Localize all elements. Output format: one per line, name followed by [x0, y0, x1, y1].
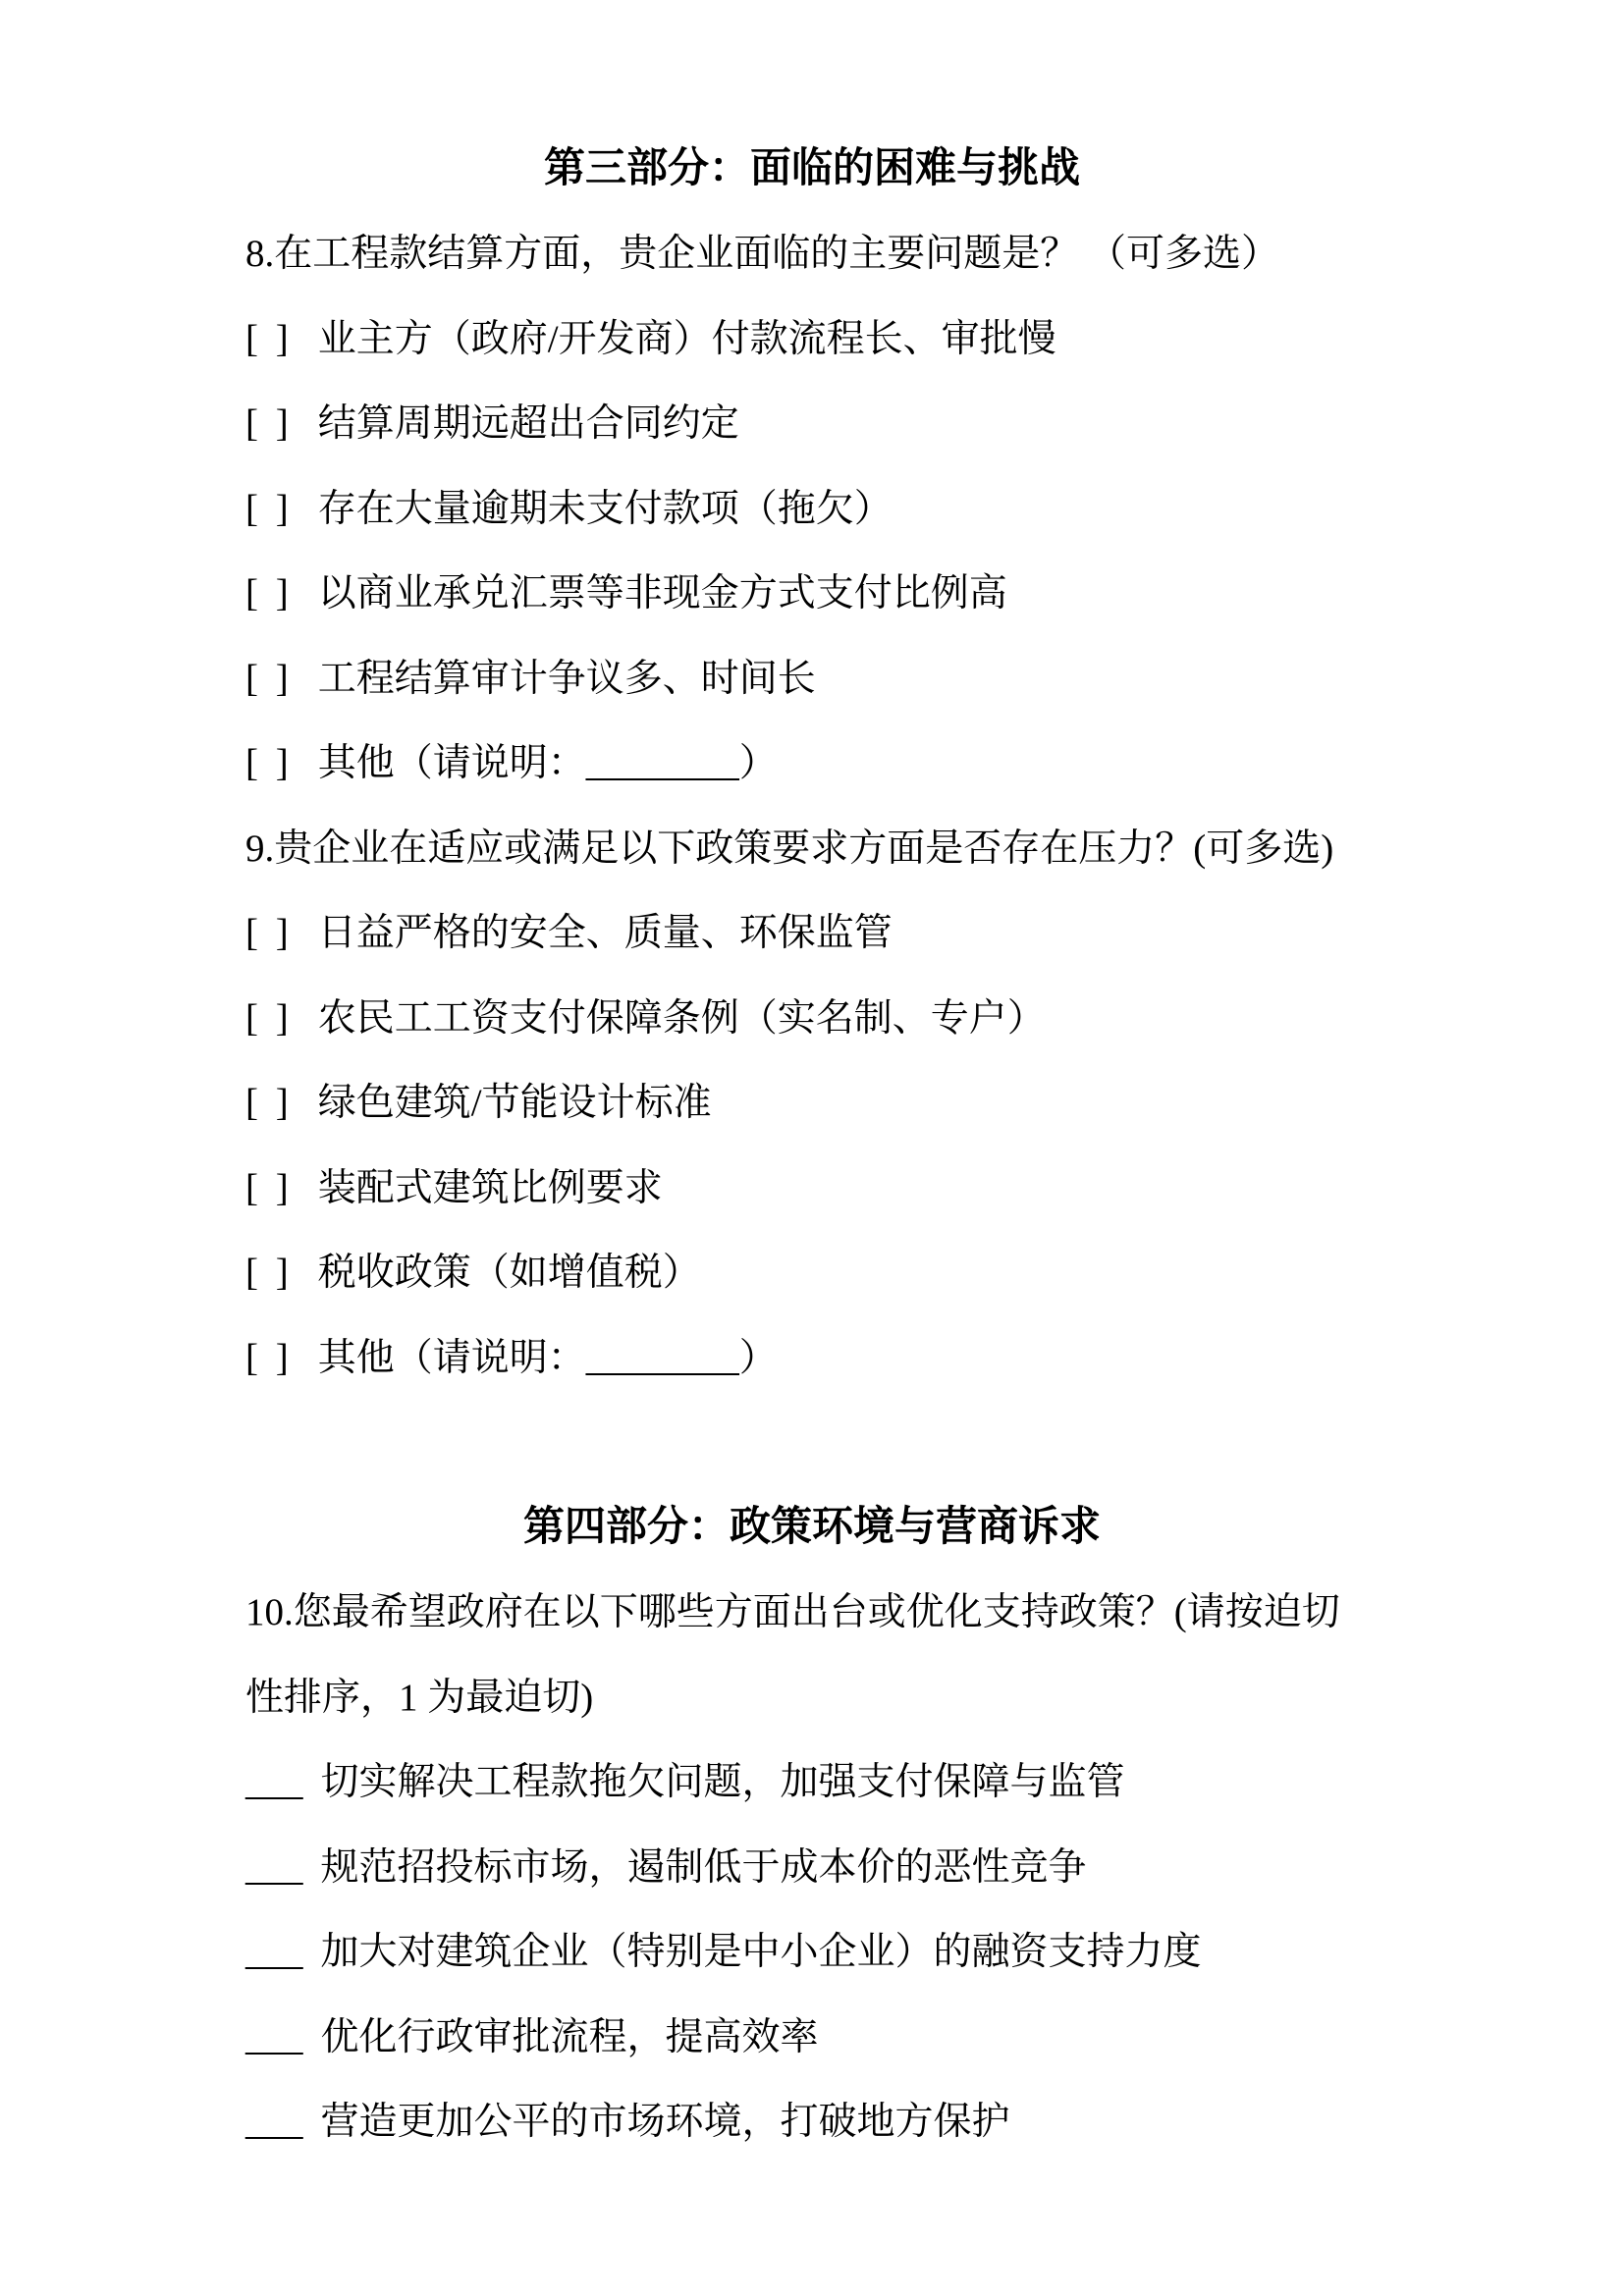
part4-title: 第四部分：政策环境与营商诉求 — [522, 1505, 1101, 1551]
option-label: 结算周期远超出合同约定 — [317, 402, 739, 446]
option-label: 日益严格的安全、质量、环保监管 — [317, 912, 893, 955]
option-label: 存在大量逾期未支付款项（拖欠） — [317, 487, 893, 530]
part3-title: 第三部分：面临的困难与挑战 — [543, 146, 1080, 192]
q8-option-4 — [245, 552, 1379, 637]
question-10-text-line-2: 性排序，1 为最迫切) — [245, 1676, 594, 1719]
part3-title-line — [245, 127, 1379, 212]
checkbox-icon[interactable]: [ ] — [245, 1252, 289, 1295]
rank-item-label: 规范招投标市场，遏制低于成本价的恶性竞争 — [320, 1845, 1087, 1889]
rank-fill-blank[interactable]: ___ — [245, 1931, 303, 1974]
rank-fill-blank[interactable]: ___ — [245, 2101, 303, 2144]
option-label: 以商业承兑汇票等非现金方式支付比例高 — [317, 572, 1007, 615]
q9-option-2 — [245, 976, 1379, 1061]
part4-title-line — [245, 1485, 1379, 1571]
checkbox-icon[interactable]: [ ] — [245, 996, 289, 1040]
option-label-other[interactable]: 其他（请说明：________） — [317, 1336, 778, 1379]
checkbox-icon[interactable]: [ ] — [245, 657, 289, 700]
checkbox-icon[interactable]: [ ] — [245, 1166, 289, 1209]
option-label: 农民工工资支付保障条例（实名制、专户） — [317, 996, 1046, 1040]
rank-item-label: 加大对建筑企业（特别是中小企业）的融资支持力度 — [320, 1931, 1202, 1974]
rank-item-label: 优化行政审批流程，提高效率 — [320, 2015, 819, 2058]
question-10-line-1 — [245, 1571, 1379, 1656]
q8-option-1 — [245, 296, 1379, 382]
option-label: 税收政策（如增值税） — [317, 1252, 701, 1295]
q10-rank-item-2 — [245, 1825, 1379, 1910]
q8-option-5 — [245, 636, 1379, 721]
option-label: 绿色建筑/节能设计标准 — [317, 1082, 712, 1125]
question-9-line — [245, 806, 1379, 891]
question-10-line-2 — [245, 1655, 1379, 1740]
document-content — [245, 127, 1379, 2164]
q8-option-other — [245, 721, 1379, 807]
q9-option-other — [245, 1315, 1379, 1401]
q10-rank-item-1 — [245, 1740, 1379, 1826]
rank-fill-blank[interactable]: ___ — [245, 2015, 303, 2058]
rank-item-label: 营造更加公平的市场环境，打破地方保护 — [320, 2101, 1010, 2144]
q10-rank-item-3 — [245, 1910, 1379, 1996]
rank-fill-blank[interactable]: ___ — [245, 1845, 303, 1889]
blank-line — [245, 1401, 1379, 1486]
checkbox-icon[interactable]: [ ] — [245, 912, 289, 955]
question-8-text: 8.在工程款结算方面，贵企业面临的主要问题是？ （可多选） — [245, 233, 1280, 276]
option-label: 业主方（政府/开发商）付款流程长、审批慢 — [317, 317, 1056, 360]
rank-item-label: 切实解决工程款拖欠问题，加强支付保障与监管 — [320, 1761, 1125, 1804]
option-label: 工程结算审计争议多、时间长 — [317, 657, 816, 700]
option-label-other[interactable]: 其他（请说明：________） — [317, 742, 778, 785]
checkbox-icon[interactable]: [ ] — [245, 487, 289, 530]
rank-fill-blank[interactable]: ___ — [245, 1761, 303, 1804]
q10-rank-item-5 — [245, 2080, 1379, 2165]
checkbox-icon[interactable]: [ ] — [245, 572, 289, 615]
q8-option-3 — [245, 466, 1379, 552]
q9-option-4 — [245, 1146, 1379, 1231]
checkbox-icon[interactable]: [ ] — [245, 317, 289, 360]
question-8-line — [245, 212, 1379, 297]
q9-option-1 — [245, 891, 1379, 977]
checkbox-icon[interactable]: [ ] — [245, 1336, 289, 1379]
q9-option-3 — [245, 1061, 1379, 1147]
q9-option-5 — [245, 1231, 1379, 1316]
checkbox-icon[interactable]: [ ] — [245, 1082, 289, 1125]
question-9-text: 9.贵企业在适应或满足以下政策要求方面是否存在压力？(可多选) — [245, 827, 1334, 870]
checkbox-icon[interactable]: [ ] — [245, 402, 289, 446]
option-label: 装配式建筑比例要求 — [317, 1166, 663, 1209]
checkbox-icon[interactable]: [ ] — [245, 742, 289, 785]
q8-option-2 — [245, 382, 1379, 467]
q10-rank-item-4 — [245, 1995, 1379, 2080]
question-10-text-line-1: 10.您最希望政府在以下哪些方面出台或优化支持政策？(请按迫切 — [245, 1591, 1340, 1634]
